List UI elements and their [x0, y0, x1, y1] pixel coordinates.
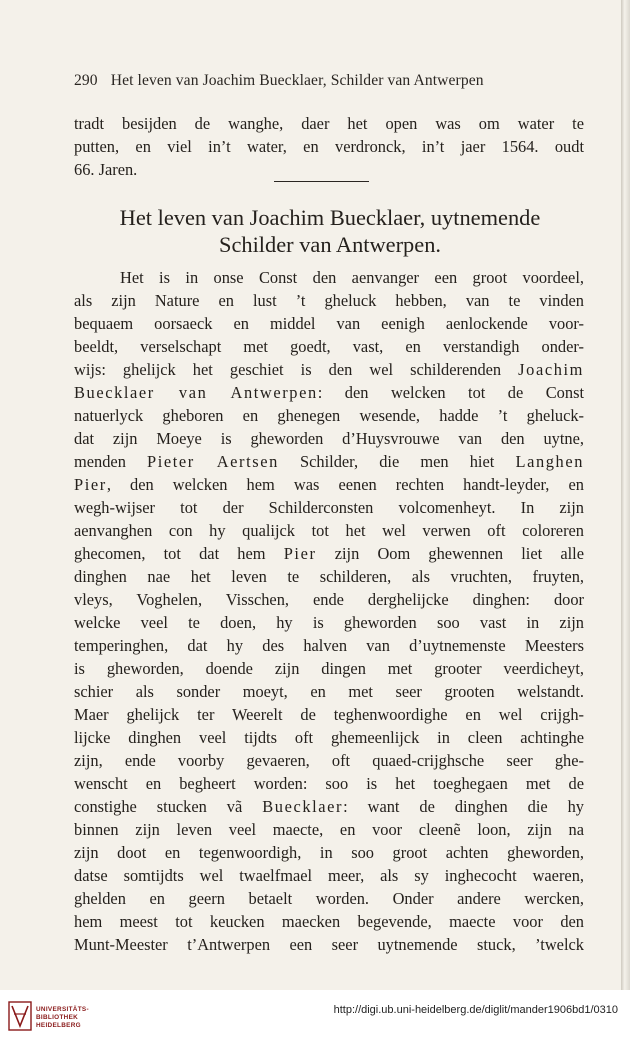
text-line: [74, 772, 584, 795]
text-segment: bequaem oorsaeck en middel van eenigh aenlockende voor-: [74, 314, 584, 333]
text-line: [74, 749, 584, 772]
text-segment: Maer ghelijck ter Weerelt de teghenwoordighe en wel crijgh-: [74, 705, 584, 724]
text-segment: ghelden en geern betaelt worden. Onder andere wercken,: [74, 889, 584, 908]
text-line: [74, 496, 584, 519]
text-line: [74, 266, 584, 289]
text-line: [74, 542, 584, 565]
text-line: [74, 312, 584, 335]
text-segment: dat zijn Moeye is gheworden d’Huysvrouwe van den uytne,: [74, 429, 584, 448]
text-line: [74, 680, 584, 703]
text-line: 66. Jaren.: [74, 160, 138, 179]
previous-section-text: [74, 112, 584, 181]
spaced-name: Pieter Aertsen: [147, 452, 279, 471]
text-segment: , den welcken hem was eenen rechten handt-leyder, en: [106, 475, 584, 494]
text-line: [74, 358, 584, 381]
text-segment: is gheworden, doende zijn dingen met grooter veerdicheyt,: [74, 659, 584, 678]
text-segment: : den welcken tot de Const: [317, 383, 584, 402]
text-segment: natuerlyck gheboren en ghenegen wesende, hadde ’t gheluck-: [74, 406, 584, 425]
text-segment: hem meest tot keucken maecken begevende, maecte voor den: [74, 912, 584, 931]
text-line: [74, 795, 584, 818]
text-segment: menden: [74, 452, 148, 471]
university-library-logo-icon: [8, 1000, 32, 1032]
text-line: [74, 864, 584, 887]
library-name-line-1: UNIVERSITÄTS-: [36, 1006, 89, 1013]
text-line: [74, 404, 584, 427]
text-segment: binnen zijn leven veel maecte, en voor cleenẽ loon, zijn na: [74, 820, 584, 839]
spaced-name: Pier: [74, 475, 107, 494]
text-line: [74, 588, 584, 611]
text-segment: als zijn Nature en lust ’t gheluck hebben, van te vinden: [74, 291, 584, 310]
chapter-title-line-1: Het leven van Joachim Buecklaer, uytnemende: [119, 205, 541, 230]
text-segment: welcke veel te doen, hy is gheworden soo vast in zijn: [74, 613, 584, 632]
text-segment: wenscht en begheert worden: soo is het toeghegaen met de: [74, 774, 584, 793]
spaced-name: Langhen: [515, 452, 584, 471]
spaced-name: Buecklaer: [262, 797, 344, 816]
text-line: [74, 726, 584, 749]
text-line: [74, 933, 584, 956]
text-segment: schier als sonder moeyt, en met seer grooten welstandt.: [74, 682, 584, 701]
running-header: [74, 72, 584, 90]
text-line: [74, 703, 584, 726]
text-segment: zijn Oom ghewennen liet alle: [316, 544, 584, 563]
spaced-name: Joachim: [518, 360, 584, 379]
text-segment: ghecomen, tot dat hem: [74, 544, 284, 563]
text-line: [74, 519, 584, 542]
text-line: [74, 427, 584, 450]
text-line: [74, 450, 584, 473]
library-name-line-3: HEIDELBERG: [36, 1022, 81, 1029]
text-segment: Munt-Meester t’Antwerpen een seer uytnemende stuck, ’twelck: [74, 935, 584, 954]
text-segment: : want de dinghen die hy: [343, 797, 584, 816]
text-segment: wijs: ghelijck het geschiet is den wel schilderenden: [74, 360, 519, 379]
text-line: [74, 841, 584, 864]
text-segment: datse somtijdts wel twaelfmael meer, als sy inghecocht waeren,: [74, 866, 584, 885]
text-segment: dinghen nae het leven te schilderen, als vruchten, fruyten,: [74, 567, 584, 586]
text-segment: lijcke dinghen veel tijdts oft ghemeenlijck in cleen achtinghe: [74, 728, 584, 747]
text-line: [74, 887, 584, 910]
page-number: 290: [74, 72, 98, 89]
text-segment: zijn, ende voorby gevaeren, oft quaed-crijghsche seer ghe-: [74, 751, 584, 770]
text-segment: zijn doot en tegenwoordigh, in soo groot achten gheworden,: [74, 843, 584, 862]
text-line: [74, 657, 584, 680]
text-segment: constighe stucken vã: [74, 797, 263, 816]
text-segment: temperinghen, dat hy des halven van d’uytnemenste Meesters: [74, 636, 584, 655]
text-segment: beeldt, verselschapt met goedt, vast, en verstandigh onder-: [74, 337, 584, 356]
text-line: [74, 634, 584, 657]
permalink-url[interactable]: http://digi.ub.uni-heidelberg.de/diglit/mander1906bd1/0310: [333, 1004, 618, 1016]
spaced-name: Buecklaer van Antwerpen: [74, 383, 318, 402]
text-segment: Schilder, die men hiet: [278, 452, 516, 471]
text-line: putten, en viel in’t water, en verdronck, in’t jaer 1564. oudt: [74, 137, 584, 156]
text-segment: aenvanghen con hy qualijck tot het wel verwen oft coloreren: [74, 521, 584, 540]
text-line: [74, 910, 584, 933]
text-line: tradt besijden de wanghe, daer het open was om water te: [74, 114, 584, 133]
text-line: [74, 289, 584, 312]
text-line: [74, 611, 584, 634]
text-segment: Het is in onse Const den aenvanger een groot voordeel,: [120, 268, 584, 287]
spaced-name: Pier: [283, 544, 317, 563]
chapter-title-line-2: Schilder van Antwerpen.: [219, 232, 441, 257]
text-segment: vleys, Voghelen, Visschen, ende derghelijcke dinghen: door: [74, 590, 584, 609]
library-name-line-2: BIBLIOTHEK: [36, 1014, 79, 1021]
text-line: [74, 565, 584, 588]
text-segment: wegh-wijser tot der Schilderconsten volcomenheyt. In zijn: [74, 498, 584, 517]
text-line: [74, 818, 584, 841]
text-line: [74, 381, 584, 404]
chapter-body-text: [74, 266, 584, 956]
section-divider-rule: [274, 181, 369, 182]
running-title: Het leven van Joachim Buecklaer, Schilder van Antwerpen: [110, 72, 484, 89]
page-edge-shadow: [621, 0, 630, 990]
text-line: [74, 473, 584, 496]
text-line: [74, 335, 584, 358]
